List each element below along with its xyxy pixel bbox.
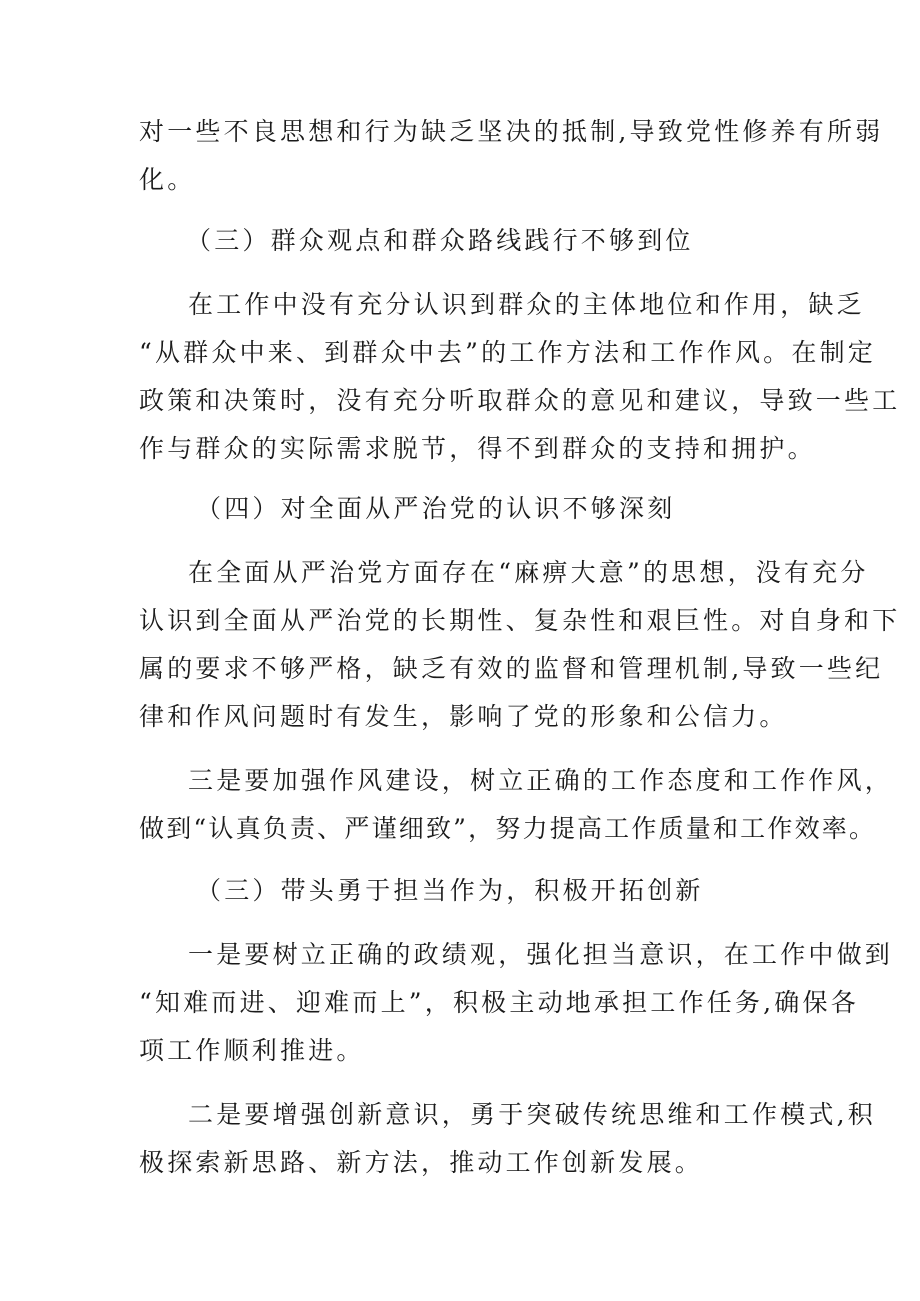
- text-line: 二是要增强创新意识，勇于突破传统思维和工作模式,积: [188, 1100, 876, 1129]
- text-line: 极探索新思路、新方法，推动工作创新发展。: [139, 1148, 704, 1177]
- heading-text: （四）对全面从严治党的认识不够深刻: [196, 494, 676, 523]
- text-line: 作与群众的实际需求脱节，得不到群众的支持和拥护。: [139, 434, 816, 463]
- text-line: “知难而进、迎难而上”，积极主动地承担工作任务,确保各: [139, 988, 859, 1017]
- text-line: 属的要求不够严格，缺乏有效的监督和管理机制,导致一些纪: [139, 654, 884, 683]
- heading-text: （三）群众观点和群众路线践行不够到位: [186, 226, 694, 255]
- text-line: 项工作顺利推进。: [139, 1036, 365, 1065]
- text-line: 做到“认真负责、严谨细致”，努力提高工作质量和工作效率。: [139, 814, 877, 843]
- text-line: “从群众中来、到群众中去”的工作方法和工作作风。在制定: [139, 338, 876, 367]
- text-line: 三是要加强作风建设，树立正确的工作态度和工作作风，: [188, 766, 894, 795]
- text-line: 政策和决策时，没有充分听取群众的意见和建议，导致一些工: [139, 386, 901, 415]
- text-line: 律和作风问题时有发生，影响了党的形象和公信力。: [139, 702, 788, 731]
- text-line: 一是要树立正确的政绩观，强化担当意识，在工作中做到: [188, 940, 894, 969]
- heading-text: （三）带头勇于担当作为，积极开拓创新: [196, 876, 704, 905]
- text-line: 化。: [139, 165, 196, 194]
- text-line: 在全面从严治党方面存在“麻痹大意”的思想，没有充分: [188, 558, 869, 587]
- text-line: 在工作中没有充分认识到群众的主体地位和作用，缺乏: [188, 290, 865, 319]
- text-line: 认识到全面从严治党的长期性、复杂性和艰巨性。对自身和下: [139, 606, 901, 635]
- text-line: 对一些不良思想和行为缺乏坚决的抵制,导致党性修养有所弱: [139, 117, 884, 146]
